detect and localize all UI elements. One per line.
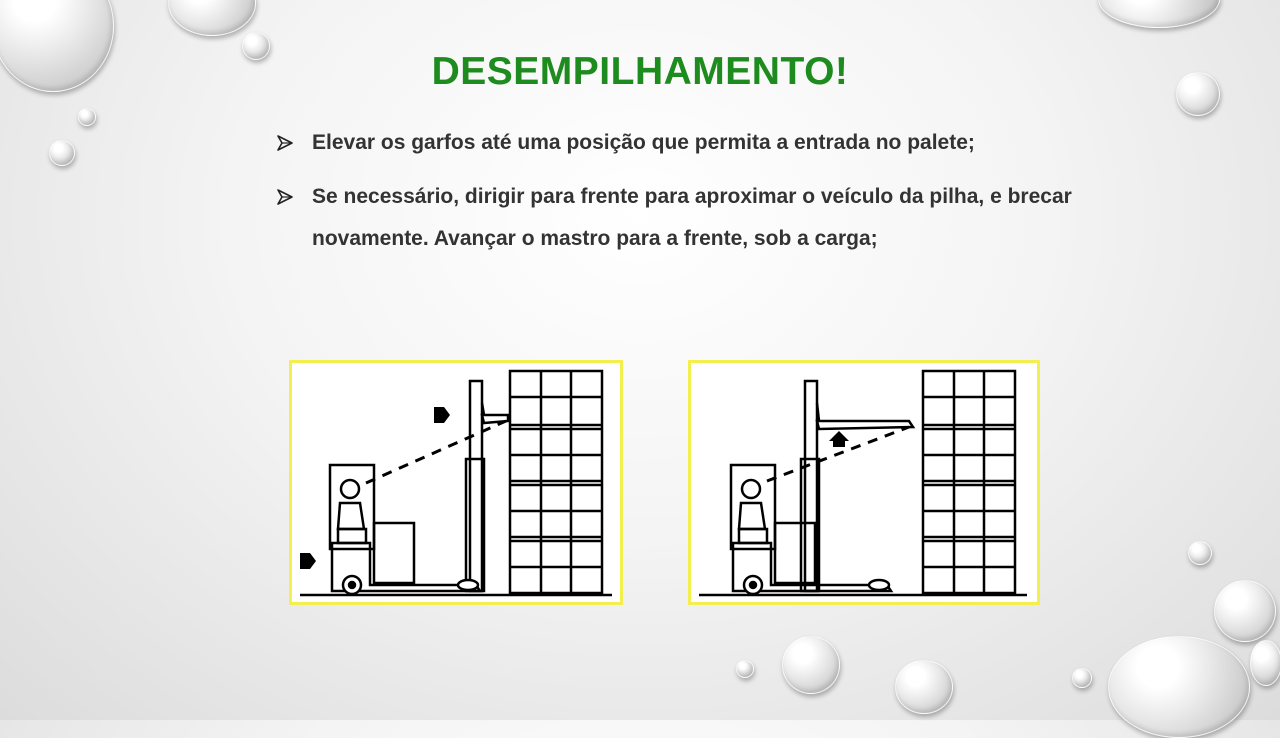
arrow-bullet-icon: [276, 134, 294, 152]
forklift-diagram-1: [292, 363, 620, 602]
water-drop: [895, 660, 953, 714]
bullet-item: [276, 122, 1116, 164]
bullet-text: Elevar os garfos até uma posição que permita a entrada no palete;: [312, 131, 975, 154]
water-drop: [1072, 668, 1092, 688]
bullet-list: [276, 122, 1116, 272]
water-drop: [49, 140, 75, 166]
forklift-mast-forward-illustration: [688, 360, 1040, 605]
water-drop: [1214, 580, 1276, 642]
forklift-diagram-2: [691, 363, 1037, 602]
water-drop: [736, 660, 754, 678]
water-drop: [168, 0, 256, 36]
water-drop: [78, 108, 96, 126]
water-drop: [1108, 636, 1250, 738]
slide-title: DESEMPILHAMENTO!: [431, 50, 849, 93]
water-drop: [1098, 0, 1220, 28]
water-drop: [1188, 541, 1212, 565]
arrow-bullet-icon: [276, 188, 294, 206]
water-drop: [782, 636, 840, 694]
forklift-approach-illustration: [289, 360, 623, 605]
bullet-item: [276, 176, 1116, 260]
bullet-text: Se necessário, dirigir para frente para aproximar o veículo da pilha, e brecar novamente. Avançar o mastro para a frente, sob a carga;: [312, 185, 1072, 250]
water-drop: [1250, 640, 1280, 686]
